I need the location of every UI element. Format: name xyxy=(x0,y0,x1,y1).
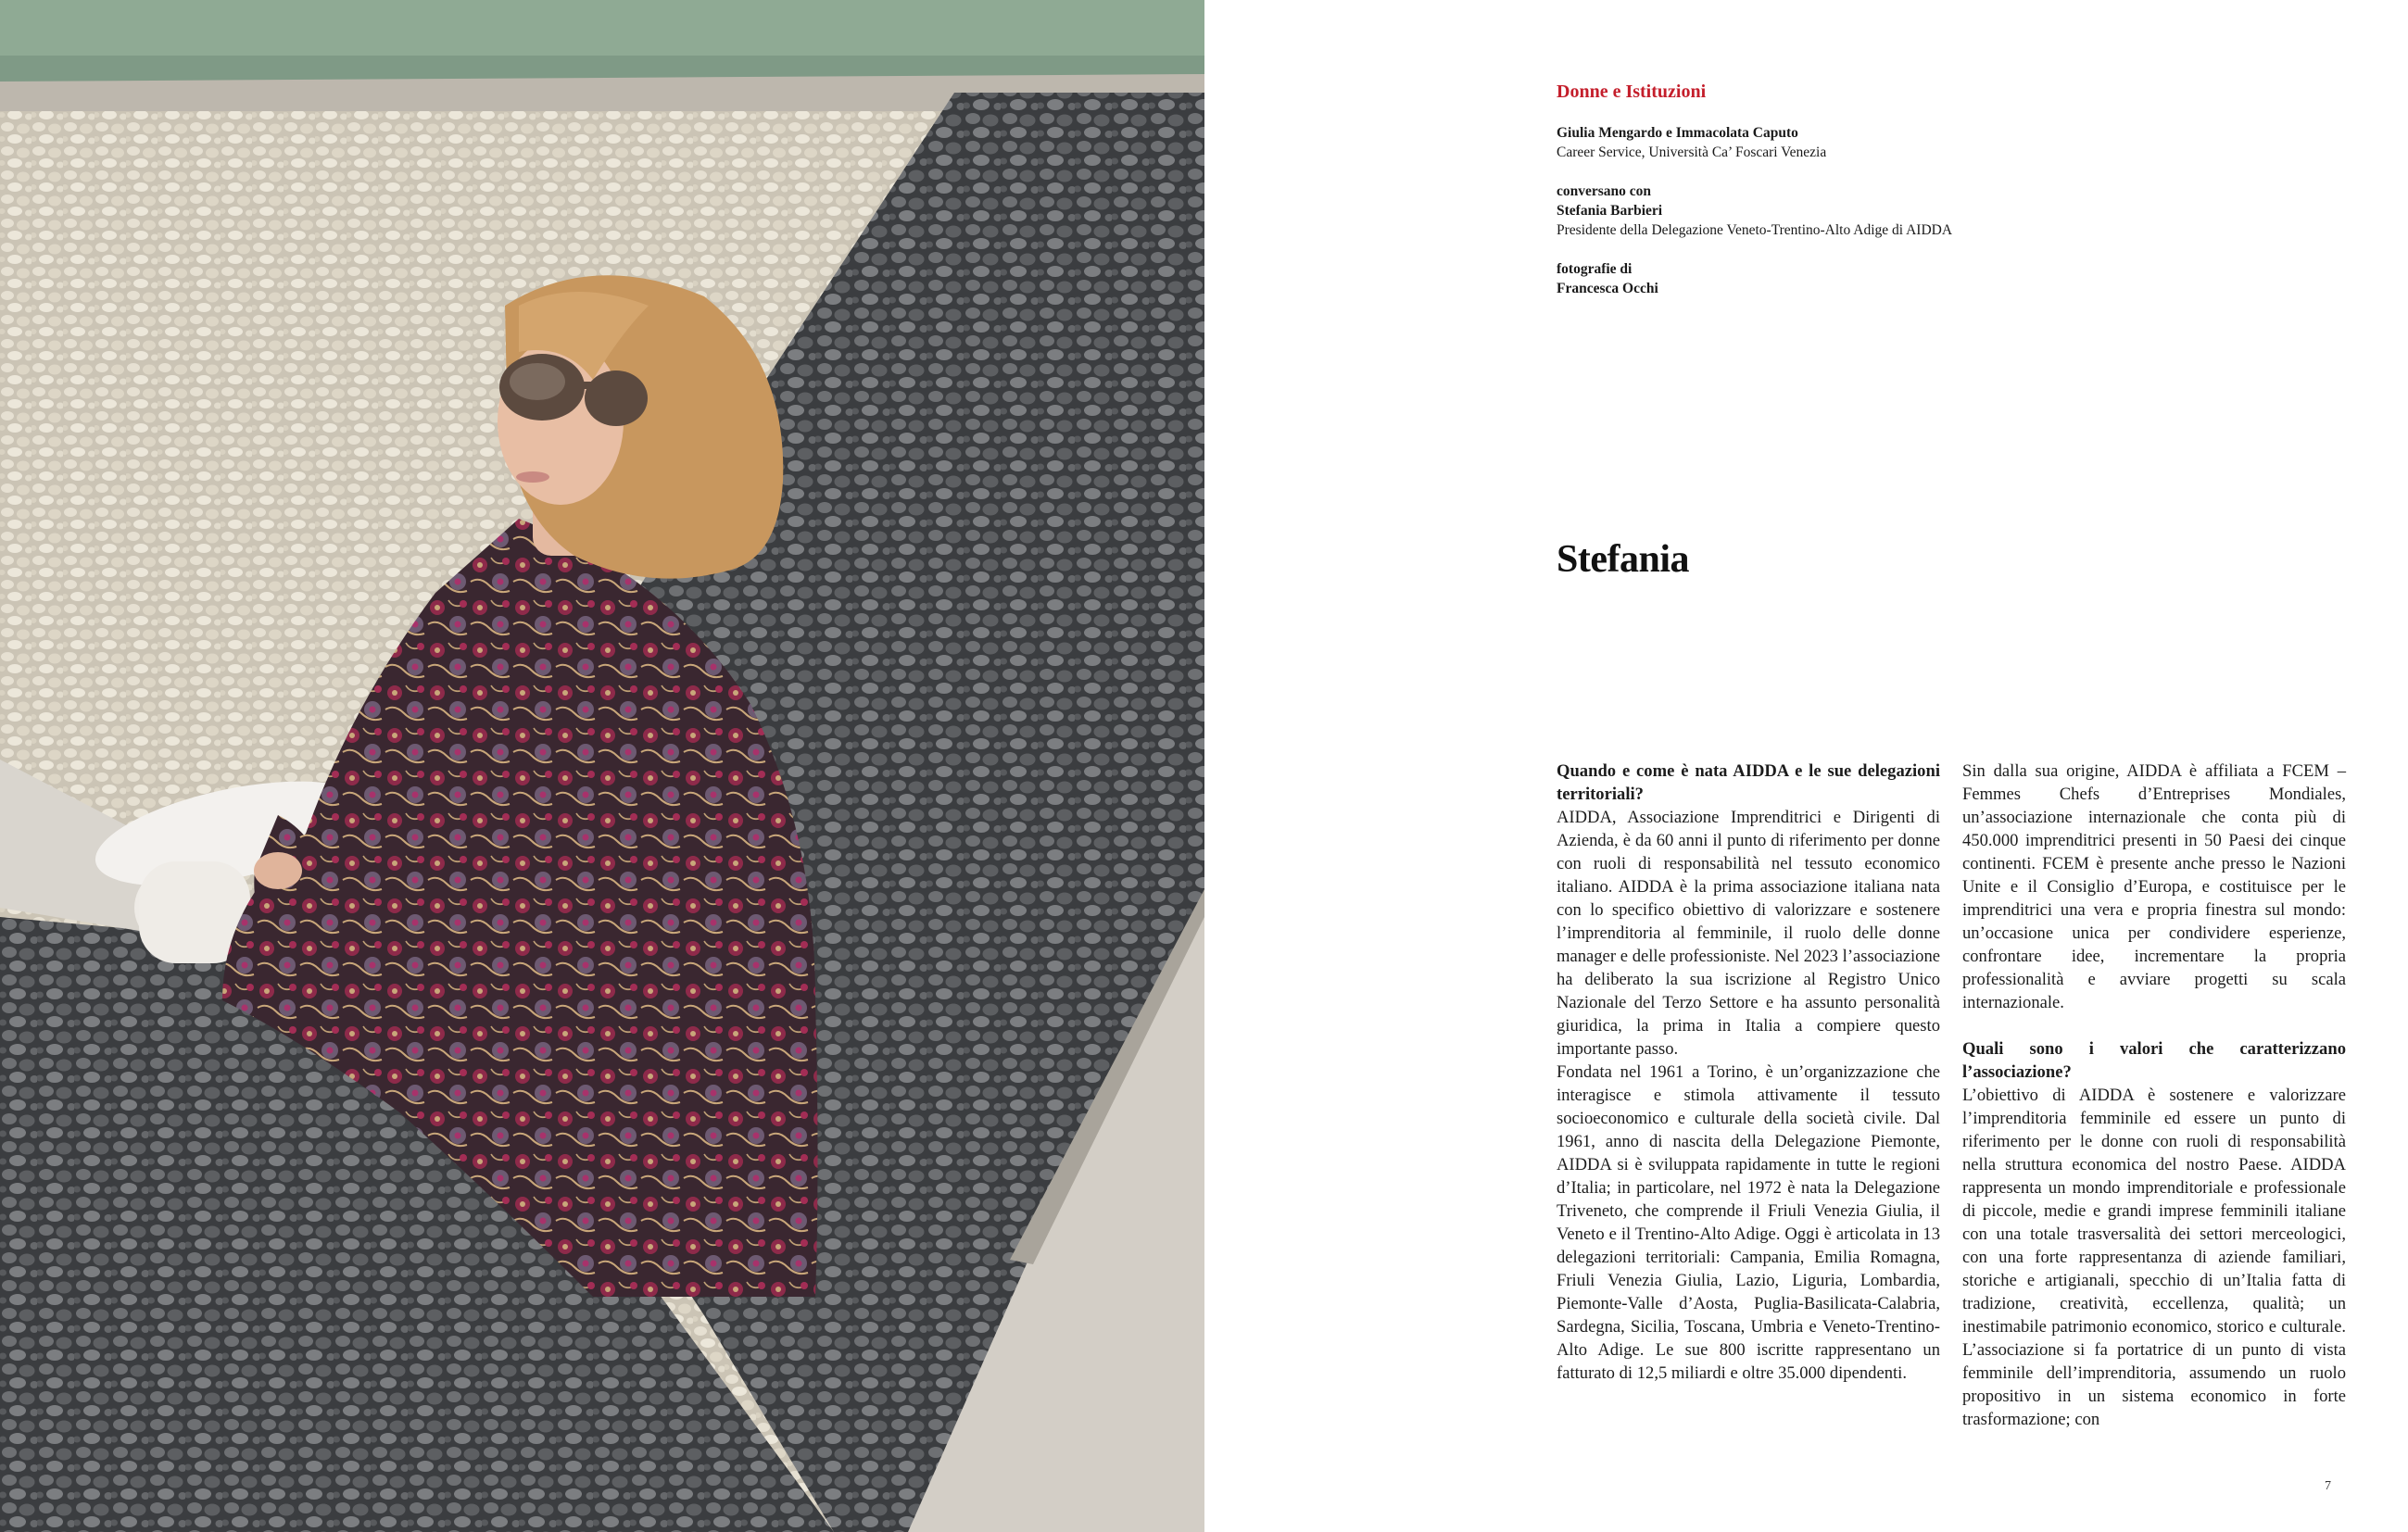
intro-label: conversano con xyxy=(1557,183,1652,199)
guest-credit xyxy=(1557,182,2112,240)
photographer-name: Francesca Occhi xyxy=(1557,281,1658,296)
authors-affiliation: Career Service, Università Ca’ Foscari Venezia xyxy=(1557,144,1827,160)
question-2: Quali sono i valori che caratterizzano l’associazione? xyxy=(1962,1039,2346,1082)
text-column-1 xyxy=(1557,760,1940,1385)
guest-role: Presidente della Delegazione Veneto-Trentino-Alto Adige di AIDDA xyxy=(1557,222,1953,238)
photo-credit xyxy=(1557,259,2112,298)
guest-name: Stefania Barbieri xyxy=(1557,203,1663,219)
text-column-2 xyxy=(1962,760,2346,1431)
paragraph-gap xyxy=(1962,1014,2346,1037)
text-page xyxy=(1204,0,2408,1532)
article-headline: Stefania xyxy=(1557,538,1689,581)
section-label: Donne e Istituzioni xyxy=(1557,82,1707,102)
authors-name: Giulia Mengardo e Immacolata Caputo xyxy=(1557,125,1798,141)
authors-credit xyxy=(1557,123,2112,162)
answer-1-paragraph-2: Fondata nel 1961 a Torino, è un’organizzazione che interagisce e stimola attivamente il tessuto socioeconomico e culturale della società civile. Dal 1961, anno di nascita della Delegazione Piemonte, AIDDA si è sviluppata rapidamente in tutte le regioni d’Italia; in particolare, nel 1972 è nata la Delegazione Triveneto, che comprende il Friuli Venezia Giulia, il Veneto e il Trentino-Alto Adige. Oggi è articolata in 13 delegazioni territoriali: Campania, Emilia Romagna, Friuli Venezia Giulia, Lazio, Liguria, Lombardia, Piemonte-Valle d’Aosta, Puglia-Basilicata-Calabria, Sardegna, Sicilia, Toscana, Umbria e Veneto-Trentino-Alto Adige. Le sue 800 iscritte rappresentano un fatturato di 12,5 miliardi e oltre 35.000 dipendenti. xyxy=(1557,1062,1940,1383)
article-header xyxy=(1557,82,2112,318)
question-1: Quando e come è nata AIDDA e le sue delegazioni territoriali? xyxy=(1557,761,1940,804)
answer-2-paragraph-1: L’obiettivo di AIDDA è sostenere e valorizzare l’imprenditoria femminile ed essere un punto di riferimento per le donne con ruoli di responsabilità nella struttura economica del nostro Paese. AIDDA rappresenta un mondo imprenditoriale e professionale di piccole, medie e grandi imprese femminili italiane con una totale trasversalità dei settori merceologici, con una forte rappresentanza di aziende familiari, storiche e artigianali, specchio di un’Italia fatta di tradizione, creatività, eccellenza, qualità; un inestimabile patrimonio economico, storico e culturale. L’associazione si fa portatrice di un punto di vista femminile dell’imprenditoria, assumendo un ruolo propositivo in un sistema economico in forte trasformazione; con xyxy=(1962,1086,2346,1429)
answer-1-paragraph-3: Sin dalla sua origine, AIDDA è affiliata a FCEM – Femmes Chefs d’Entreprises Mondiales, un’associazione internazionale che conta più di 450.000 imprenditrici presenti in 50 Paesi dei cinque continenti. FCEM è presente anche presso le Nazioni Unite e il Consiglio d’Europa, e costituisce per le imprenditrici una vera e propria finestra sul mondo: un’occasione unica per condividere esperienze, confrontare idee, incrementare la propria professionalità e avviare progetti su scala internazionale. xyxy=(1962,761,2346,1012)
page-number: 7 xyxy=(2325,1479,2331,1493)
answer-1-paragraph-1: AIDDA, Associazione Imprenditrici e Dirigenti di Azienda, è da 60 anni il punto di riferimento per donne con ruoli di responsabilità nel tessuto economico italiano. AIDDA è la prima associazione italiana nata con lo specifico obiettivo di valorizzare e sostenere l’imprenditoria al femminile, il ruolo delle donne manager e delle professioniste. Nel 2023 l’associazione ha deliberato la sua iscrizione al Registro Unico Nazionale del Terzo Settore e ha assunto personalità giuridica, la prima in Italia a compiere questo importante passo. xyxy=(1557,808,1940,1059)
photo-intro-label: fotografie di xyxy=(1557,261,1633,277)
